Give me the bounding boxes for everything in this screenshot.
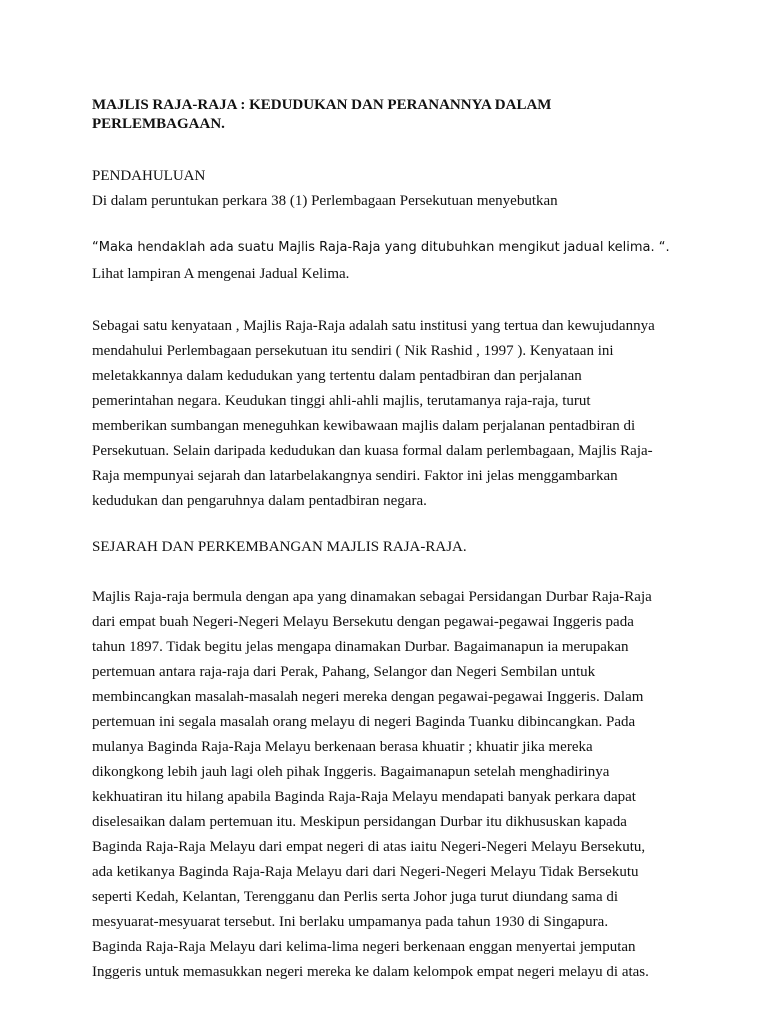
paragraph-line: Baginda Raja-Raja Melayu dari kelima-lima negeri berkenaan enggan menyertai jemputan xyxy=(92,939,636,955)
paragraph-line: mulanya Baginda Raja-Raja Melayu berkenaan berasa khuatir ; khuatir jika mereka xyxy=(92,739,593,755)
paragraph-line: kekhuatiran itu hilang apabila Baginda Raja-Raja Melayu mendapati banyak perkara dapat xyxy=(92,789,636,805)
paragraph-line: Raja mempunyai sejarah dan latarbelakangnya sendiri. Faktor ini jelas menggambarkan xyxy=(92,468,618,484)
document-title xyxy=(92,96,692,134)
intro-heading: PENDAHULUAN xyxy=(92,168,206,184)
appendix-note: Lihat lampiran A mengenai Jadual Kelima. xyxy=(92,266,350,282)
paragraph-line: pertemuan ini segala masalah orang melayu di negeri Baginda Tuanku dibincangkan. Pada xyxy=(92,714,636,730)
paragraph-line: pertemuan antara raja-raja dari Perak, Pahang, Selangor dan Negeri Sembilan untuk xyxy=(92,664,596,680)
paragraph-line: mesyuarat-mesyuarat tersebut. Ini berlaku umpamanya pada tahun 1930 di Singapura. xyxy=(92,914,609,930)
constitution-quote: “Maka hendaklah ada suatu Majlis Raja-Raja yang ditubuhkan mengikut jadual kelima. “. xyxy=(92,240,670,255)
paragraph-line: memberikan sumbangan meneguhkan kewibawaan majlis dalam perjalanan pentadbiran di xyxy=(92,418,636,434)
paragraph-line: meletakkannya dalam kedudukan yang tertentu dalam pentadbiran dan perjalanan xyxy=(92,368,582,384)
paragraph-line: pemerintahan negara. Keudukan tinggi ahli-ahli majlis, terutamanya raja-raja, turut xyxy=(92,393,591,409)
paragraph-line: diselesaikan dalam pertemuan itu. Meskipun persidangan Durbar itu dikhususkan kapada xyxy=(92,814,627,830)
paragraph-line: Majlis Raja-raja bermula dengan apa yang dinamakan sebagai Persidangan Durbar Raja-Raja xyxy=(92,589,652,605)
paragraph-line: Persekutuan. Selain daripada kedudukan dan kuasa formal dalam perlembagaan, Majlis Raja- xyxy=(92,443,653,459)
paragraph-line: Baginda Raja-Raja Melayu dari empat negeri di atas iaitu Negeri-Negeri Melayu Bersekutu, xyxy=(92,839,646,855)
intro-line: Di dalam peruntukan perkara 38 (1) Perlembagaan Persekutuan menyebutkan xyxy=(92,193,558,209)
section-heading: SEJARAH DAN PERKEMBANGAN MAJLIS RAJA-RAJA. xyxy=(92,539,467,555)
paragraph-history xyxy=(92,585,652,985)
paragraph-line: mendahului Perlembagaan persekutuan itu sendiri ( Nik Rashid , 1997 ). Kenyataan ini xyxy=(92,343,614,359)
paragraph-line: dikongkong lebih jauh lagi oleh pihak Inggeris. Bagaimanapun setelah menghadirinya xyxy=(92,764,610,780)
paragraph-line: Inggeris untuk memasukkan negeri mereka ke dalam kelompok empat negeri melayu di atas. xyxy=(92,964,649,980)
paragraph-line: membincangkan masalah-masalah negeri mereka dengan pegawai-pegawai Inggeris. Dalam xyxy=(92,689,644,705)
paragraph-line: Sebagai satu kenyataan , Majlis Raja-Raja adalah satu institusi yang tertua dan kewujudannya xyxy=(92,318,655,334)
paragraph-line: kedudukan dan pengaruhnya dalam pentadbiran negara. xyxy=(92,493,427,509)
paragraph-line: dari empat buah Negeri-Negeri Melayu Bersekutu dengan pegawai-pegawai Inggeris pada xyxy=(92,614,634,630)
title-line-2: PERLEMBAGAAN. xyxy=(92,116,225,132)
paragraph-line: seperti Kedah, Kelantan, Terengganu dan Perlis serta Johor juga turut diundang sama di xyxy=(92,889,619,905)
paragraph-line: tahun 1897. Tidak begitu jelas mengapa dinamakan Durbar. Bagaimanapun ia merupakan xyxy=(92,639,629,655)
paragraph-line: ada ketikanya Baginda Raja-Raja Melayu dari dari Negeri-Negeri Melayu Tidak Bersekutu xyxy=(92,864,639,880)
title-line-1: MAJLIS RAJA-RAJA : KEDUDUKAN DAN PERANANNYA DALAM xyxy=(92,97,552,113)
paragraph-intro xyxy=(92,314,655,514)
